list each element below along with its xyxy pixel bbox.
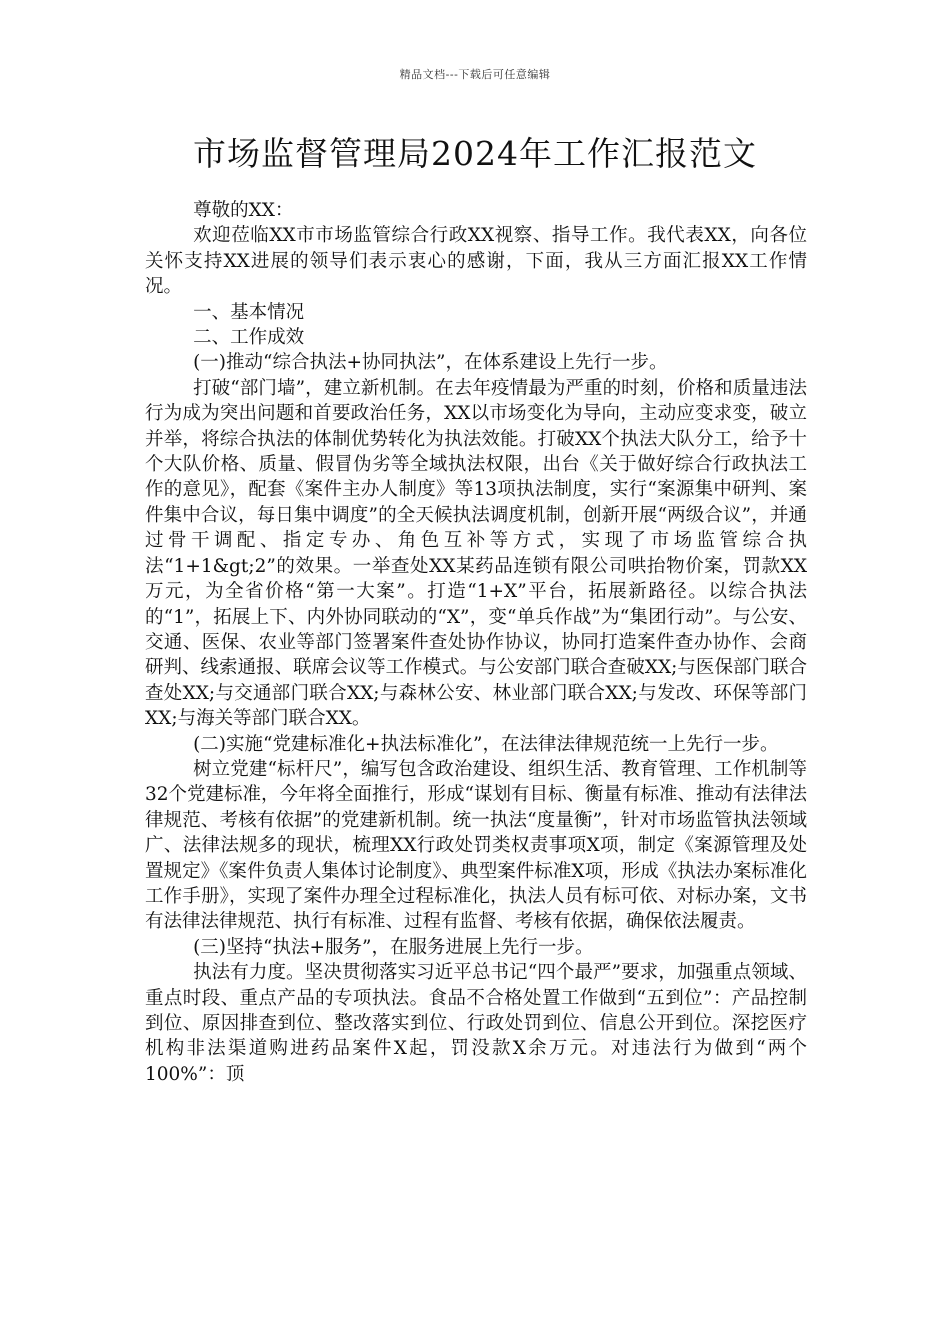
subsection-heading-3: (三)坚持“执法+服务”，在服务进展上先行一步。 xyxy=(193,936,594,958)
header-note: 精品文档---下载后可任意编辑 xyxy=(399,68,551,81)
subsection-heading-1: (一)推动“综合执法+协同执法”，在体系建设上先行一步。 xyxy=(193,352,668,374)
salutation: 尊敬的XX： xyxy=(193,200,294,221)
body-paragraph-2: 树立党建“标杆尺”，编写包含政治建设、组织生活、教育管理、工作机制等32个党建标准，今年将全面推行，形成“谋划有目标、衡量有标准、推动有法律法律规范、考核有依据”的党建新机制。统一执法“度量衡”，针对市场监管执法领域广、法律法规多的现状，梳理XX行政处罚类权责事项X项，制定《案源管理及处置规定》《案件负责人集体讨论制度》、典型案件标准X项，形成《执法办案标准化工作手册》，实现了案件办理全过程标准化，执法人员有标可依、对标办案，文书有法律法律规范、执行有标准、过程有监督、考核有依据，确保依法履责。 xyxy=(145,758,808,933)
intro-paragraph: 欢迎莅临XX市市场监管综合行政XX视察、指导工作。我代表XX，向各位关怀支持XX进展的领导们表示衷心的感谢，下面，我从三方面汇报XX工作情况。 xyxy=(145,225,807,298)
body-paragraph-1: 打破“部门墙”，建立新机制。在去年疫情最为严重的时刻，价格和质量违法行为成为突出问题和首要政治任务，XX以市场变化为导向，主动应变求变，破立并举，将综合执法的体制优势转化为执法效能。打破XX个执法大队分工，给予十个大队价格、质量、假冒伪劣等全域执法权限，出台《关于做好综合行政执法工作的意见》，配套《案件主办人制度》等13项执法制度，实行“案源集中研判、案件集中合议，每日集中调度”的全天候执法调度机制，创新开展“两级合议”，并通过骨干调配、指定专办、角色互补等方式，实现了市场监管综合执法“1+1&gt;2”的效果。一举查处XX某药品连锁有限公司哄抬物价案，罚款XX万元，为全省价格“第一大案”。打造“1+X”平台，拓展新路径。以综合执法的“1”，拓展上下、内外协同联动的“X”，变“单兵作战”为“集团行动”。与公安、交通、医保、农业等部门签署案件查处协作协议，协同打造案件查办协作、会商研判、线索通报、联席会议等工作模式。与公安部门联合查破XX;与医保部门联合查处XX;与交通部门联合XX;与森林公安、林业部门联合XX;与发改、环保等部门XX;与海关等部门联合XX。 xyxy=(145,377,807,730)
document-title: 市场监督管理局2024年工作汇报范文 xyxy=(193,134,757,173)
document-body xyxy=(145,198,807,1087)
subsection-heading-2: (二)实施“党建标准化+执法标准化”，在法律法律规范统一上先行一步。 xyxy=(193,733,779,755)
body-paragraph-3: 执法有力度。坚决贯彻落实习近平总书记“四个最严”要求，加强重点领域、重点时段、重点产品的专项执法。食品不合格处置工作做到“五到位”：产品控制到位、原因排查到位、整改落实到位、行政处罚到位、信息公开到位。深挖医疗机构非法渠道购进药品案件X起，罚没款X余万元。对违法行为做到“两个100%”：顶 xyxy=(145,962,807,1085)
section-heading-results: 二、工作成效 xyxy=(193,327,305,349)
section-heading-basic: 一、基本情况 xyxy=(193,301,305,323)
